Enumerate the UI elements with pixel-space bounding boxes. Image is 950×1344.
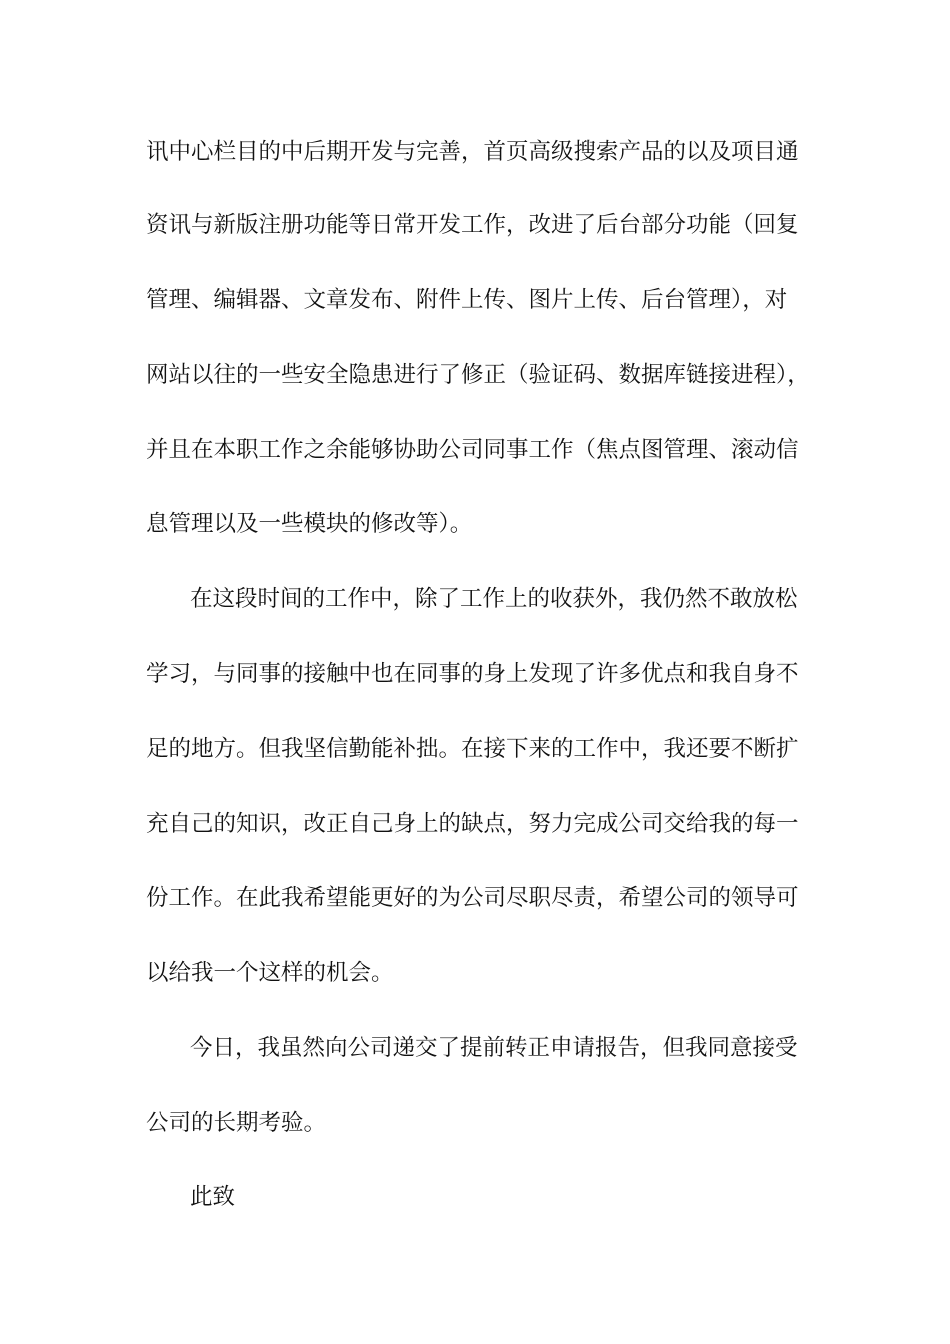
paragraph-first-line: 今日，我虽然向公司递交了提前转正申请报告，但我同意接受 [190,1035,798,1061]
body-text-line: 网站以往的一些安全隐患进行了修正（验证码、数据库链接进程）， [146,362,810,388]
body-text-line: 管理、编辑器、文章发布、附件上传、图片上传、后台管理），对 [146,287,788,313]
body-text-line: 学习，与同事的接触中也在同事的身上发现了许多优点和我自身不 [146,661,799,687]
closing-salutation: 此致 [190,1184,236,1210]
body-text-line: 以给我一个这样的机会。 [146,960,394,986]
paragraph-first-line: 在这段时间的工作中，除了工作上的收获外，我仍然不敢放松 [190,586,798,612]
body-text-line: 并且在本职工作之余能够协助公司同事工作（焦点图管理、滚动信 [146,437,799,463]
body-text-line: 资讯与新版注册功能等日常开发工作，改进了后台部分功能（回复 [146,212,799,238]
body-text-line: 公司的长期考验。 [146,1110,327,1136]
body-text-line: 息管理以及一些模块的修改等）。 [146,511,473,537]
body-text-line: 充自己的知识，改正自己身上的缺点，努力完成公司交给我的每一 [146,811,799,837]
body-text-line: 份工作。在此我希望能更好的为公司尽职尽责，希望公司的领导可 [146,885,799,911]
body-text-line: 足的地方。但我坚信勤能补拙。在接下来的工作中，我还要不断扩 [146,736,799,762]
body-text-line: 讯中心栏目的中后期开发与完善，首页高级搜索产品的以及项目通 [146,139,799,165]
